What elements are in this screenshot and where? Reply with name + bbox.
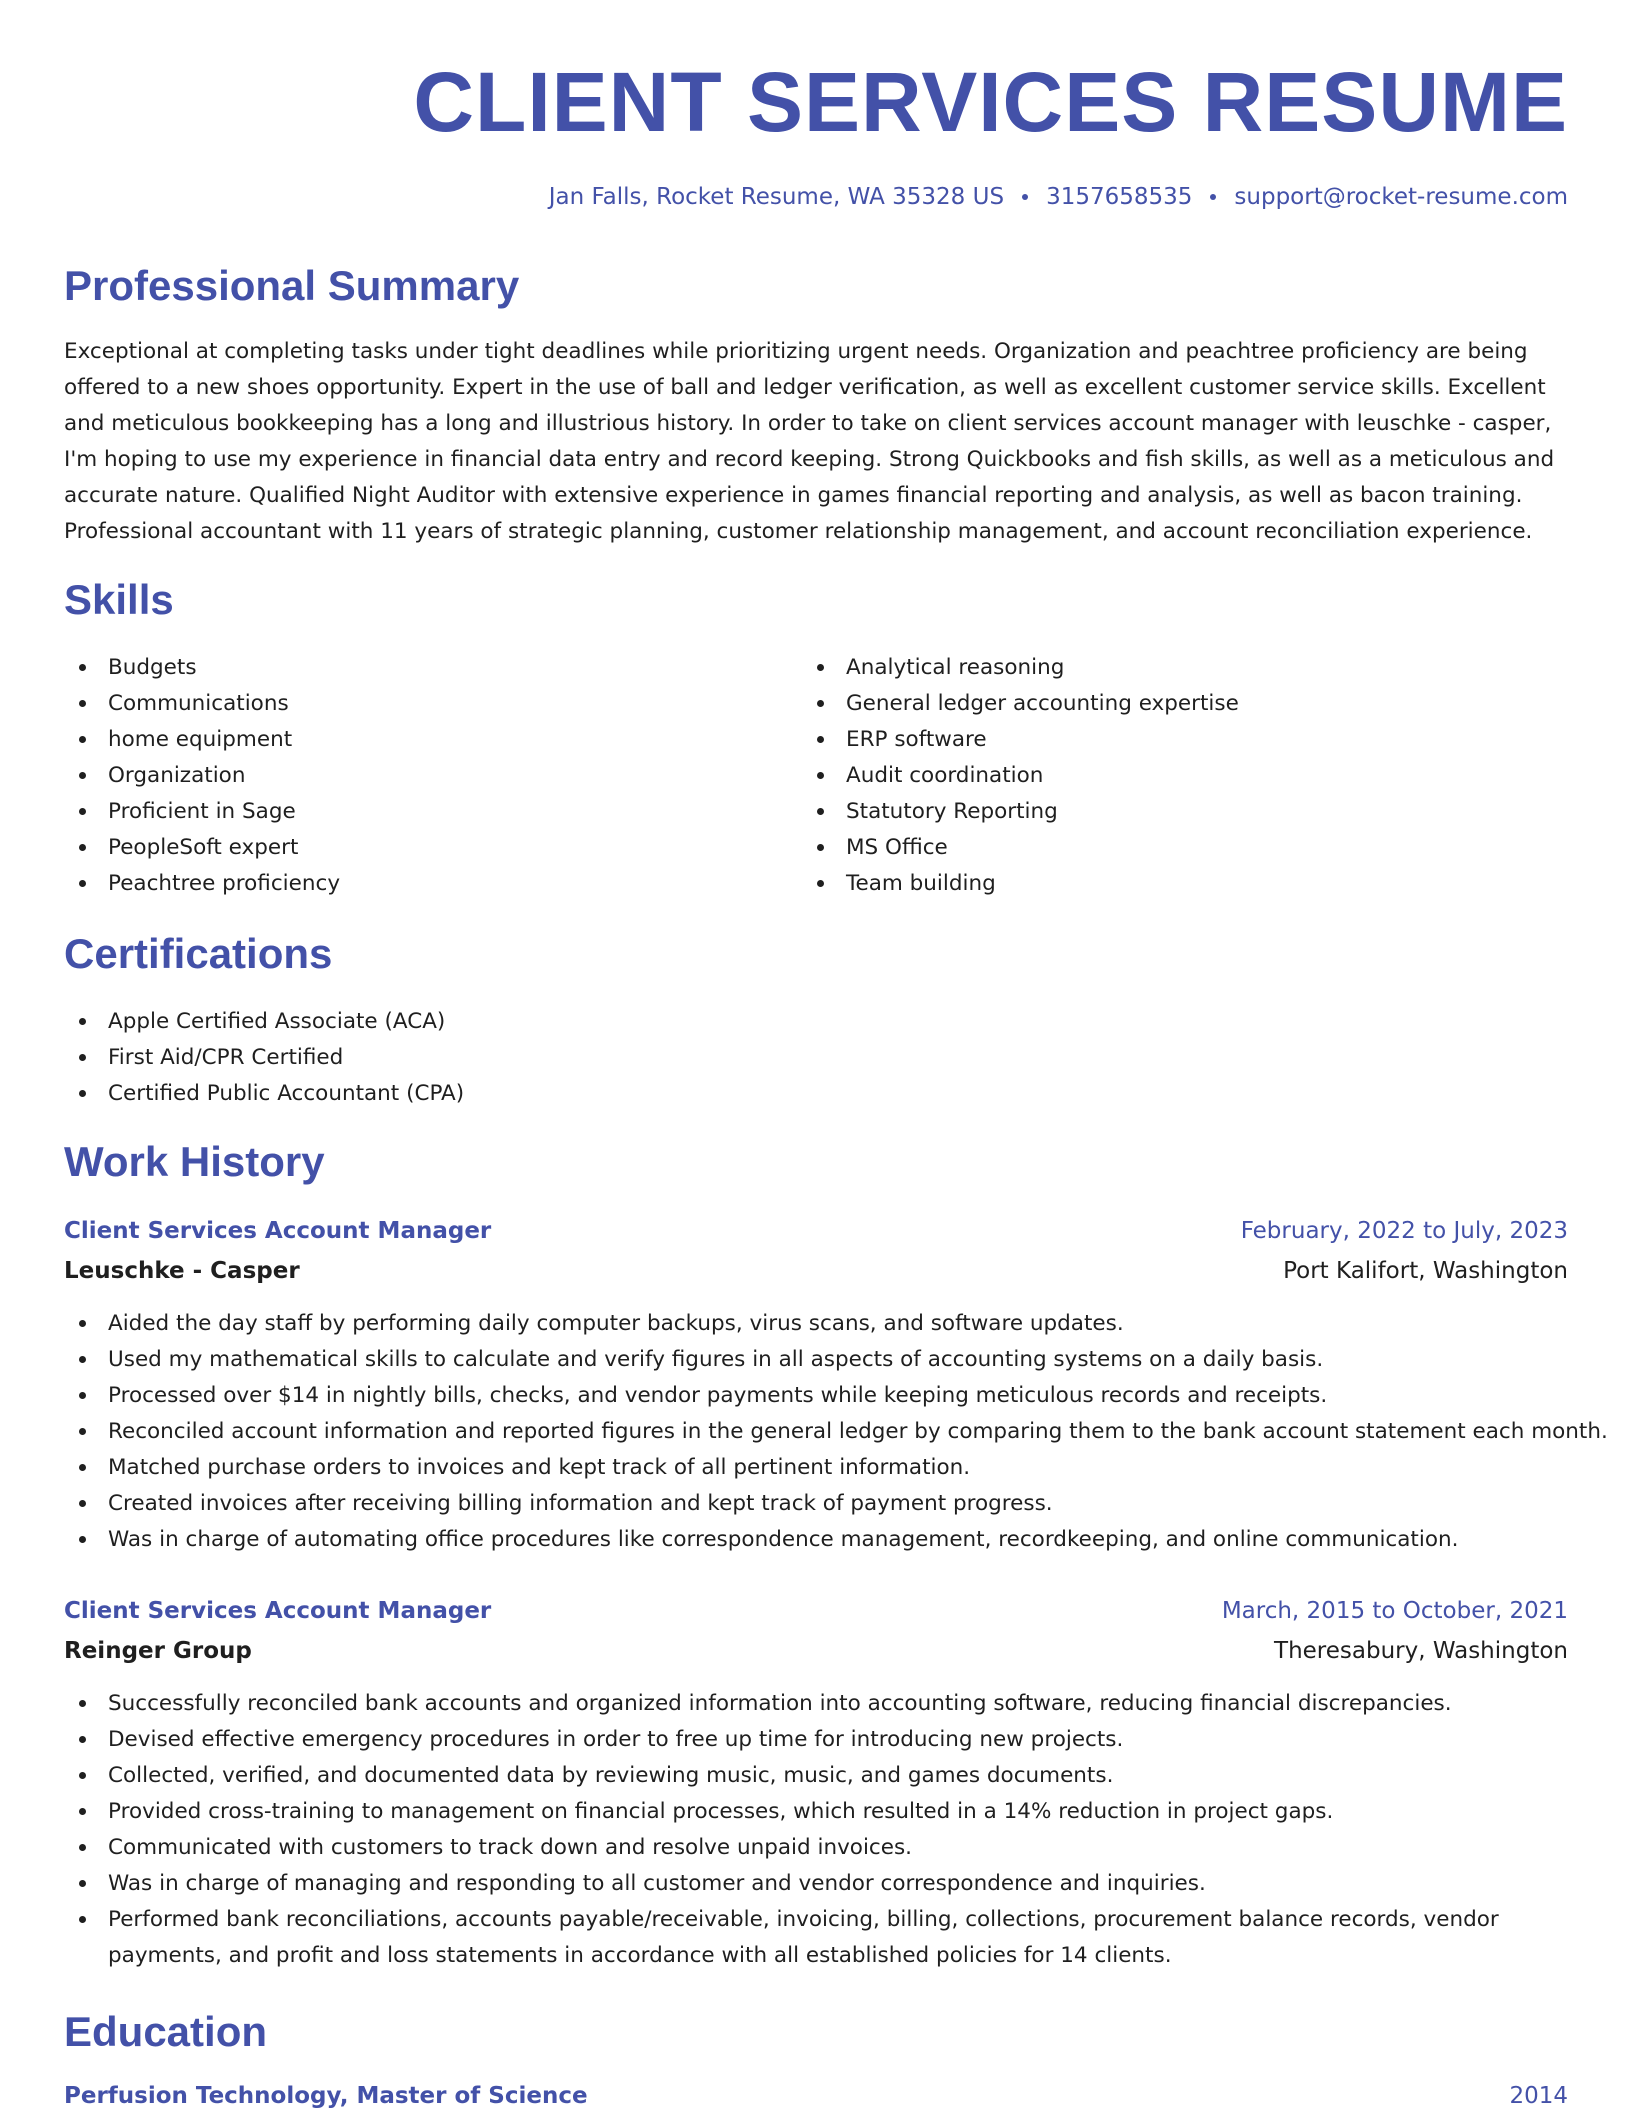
job-duties-list bbox=[64, 1686, 1568, 1974]
job-company: Reinger Group bbox=[64, 1638, 252, 1664]
skill-item: Communications bbox=[64, 686, 340, 722]
job-duty-item: Devised effective emergency procedures in order to free up time for introducing new projects. bbox=[64, 1722, 1568, 1758]
certification-item: Apple Certified Associate (ACA) bbox=[64, 1004, 464, 1040]
job-title: Client Services Account Manager bbox=[64, 1218, 492, 1244]
job-company: Leuschke - Casper bbox=[64, 1258, 300, 1284]
separator-dot-icon bbox=[1210, 194, 1216, 200]
skills-heading: Skills bbox=[64, 576, 174, 623]
job-duty-item: Matched purchase orders to invoices and kept track of all pertinent information. bbox=[64, 1450, 1568, 1486]
skill-item: Organization bbox=[64, 758, 340, 794]
contact-email: support@rocket-resume.com bbox=[1234, 184, 1568, 210]
resume-title: CLIENT SERVICES RESUME bbox=[413, 55, 1568, 149]
skill-item: ERP software bbox=[802, 722, 1239, 758]
job-location: Port Kalifort, Washington bbox=[1283, 1258, 1568, 1284]
job-duty-item: Communicated with customers to track down and resolve unpaid invoices. bbox=[64, 1830, 1568, 1866]
job-duty-item: Used my mathematical skills to calculate and verify figures in all aspects of accounting systems on a daily basis. bbox=[64, 1342, 1568, 1378]
education-year: 2014 bbox=[1509, 2083, 1568, 2109]
job-duty-item: Was in charge of managing and responding to all customer and vendor correspondence and inquiries. bbox=[64, 1866, 1568, 1902]
skill-item: Peachtree proficiency bbox=[64, 866, 340, 902]
certifications-heading: Certifications bbox=[64, 930, 333, 977]
skill-item: Audit coordination bbox=[802, 758, 1239, 794]
certification-item: Certified Public Accountant (CPA) bbox=[64, 1076, 464, 1112]
certification-item: First Aid/CPR Certified bbox=[64, 1040, 464, 1076]
certifications-list bbox=[64, 1004, 464, 1112]
job-duty-item: Processed over $14 in nightly bills, checks, and vendor payments while keeping meticulous records and receipts. bbox=[64, 1378, 1568, 1414]
skill-item: Proficient in Sage bbox=[64, 794, 340, 830]
contact-address: Jan Falls, Rocket Resume, WA 35328 US bbox=[548, 184, 1005, 210]
contact-phone: 3157658535 bbox=[1046, 184, 1193, 210]
job-dates: March, 2015 to October, 2021 bbox=[1221, 1598, 1568, 1624]
job-location: Theresabury, Washington bbox=[1274, 1638, 1568, 1664]
job-duty-item: Created invoices after receiving billing information and kept track of payment progress. bbox=[64, 1486, 1568, 1522]
skill-item: Budgets bbox=[64, 650, 340, 686]
skills-list-left bbox=[64, 650, 340, 902]
education-heading: Education bbox=[64, 2008, 268, 2055]
summary-heading: Professional Summary bbox=[64, 262, 520, 309]
skill-item: General ledger accounting expertise bbox=[802, 686, 1239, 722]
job-duty-item: Aided the day staff by performing daily computer backups, virus scans, and software updates. bbox=[64, 1306, 1568, 1342]
job-dates: February, 2022 to July, 2023 bbox=[1240, 1218, 1568, 1244]
job-duties-list bbox=[64, 1306, 1608, 1558]
education-degree: Perfusion Technology, Master of Science bbox=[64, 2083, 588, 2109]
skill-item: home equipment bbox=[64, 722, 340, 758]
job-duty-item: Reconciled account information and reported figures in the general ledger by comparing them to the bank account statement each month. bbox=[64, 1414, 1568, 1450]
job-duty-item: Collected, verified, and documented data by reviewing music, music, and games documents. bbox=[64, 1758, 1568, 1794]
contact-line bbox=[549, 181, 1568, 213]
skill-item: Team building bbox=[802, 866, 1239, 902]
skills-list-right bbox=[802, 650, 1239, 902]
job-title: Client Services Account Manager bbox=[64, 1598, 492, 1624]
work-history-heading: Work History bbox=[64, 1138, 325, 1185]
job-duty-item: Performed bank reconciliations, accounts payable/receivable, invoicing, billing, collections, procurement balance records, vendor payments, and profit and loss statements in accordance with all established policies for 14 clients. bbox=[64, 1902, 1568, 1974]
summary-text: Exceptional at completing tasks under tight deadlines while prioritizing urgent needs. Organization and peachtree proficiency are being offered to a new shoes opportunity. Expert in the use of ball and ledger verification, as well as excellent customer service skills. Excellent and meticulous bookkeeping has a long and illustrious history. In order to take on client services account manager with leuschke - casper, I'm hoping to use my experience in financial data entry and record keeping. Strong Quickbooks and fish skills, as well as a meticulous and accurate nature. Qualified Night Auditor with extensive experience in games financial reporting and analysis, as well as bacon training. Professional accountant with 11 years of strategic planning, customer relationship management, and account reconciliation experience. bbox=[64, 339, 1555, 544]
skill-item: Statutory Reporting bbox=[802, 794, 1239, 830]
skill-item: MS Office bbox=[802, 830, 1239, 866]
skill-item: Analytical reasoning bbox=[802, 650, 1239, 686]
job-duty-item: Was in charge of automating office procedures like correspondence management, recordkeeping, and online communication. bbox=[64, 1522, 1568, 1558]
job-duty-item: Successfully reconciled bank accounts and organized information into accounting software, reducing financial discrepancies. bbox=[64, 1686, 1568, 1722]
separator-dot-icon bbox=[1022, 194, 1028, 200]
skill-item: PeopleSoft expert bbox=[64, 830, 340, 866]
job-duty-item: Provided cross-training to management on financial processes, which resulted in a 14% reduction in project gaps. bbox=[64, 1794, 1568, 1830]
